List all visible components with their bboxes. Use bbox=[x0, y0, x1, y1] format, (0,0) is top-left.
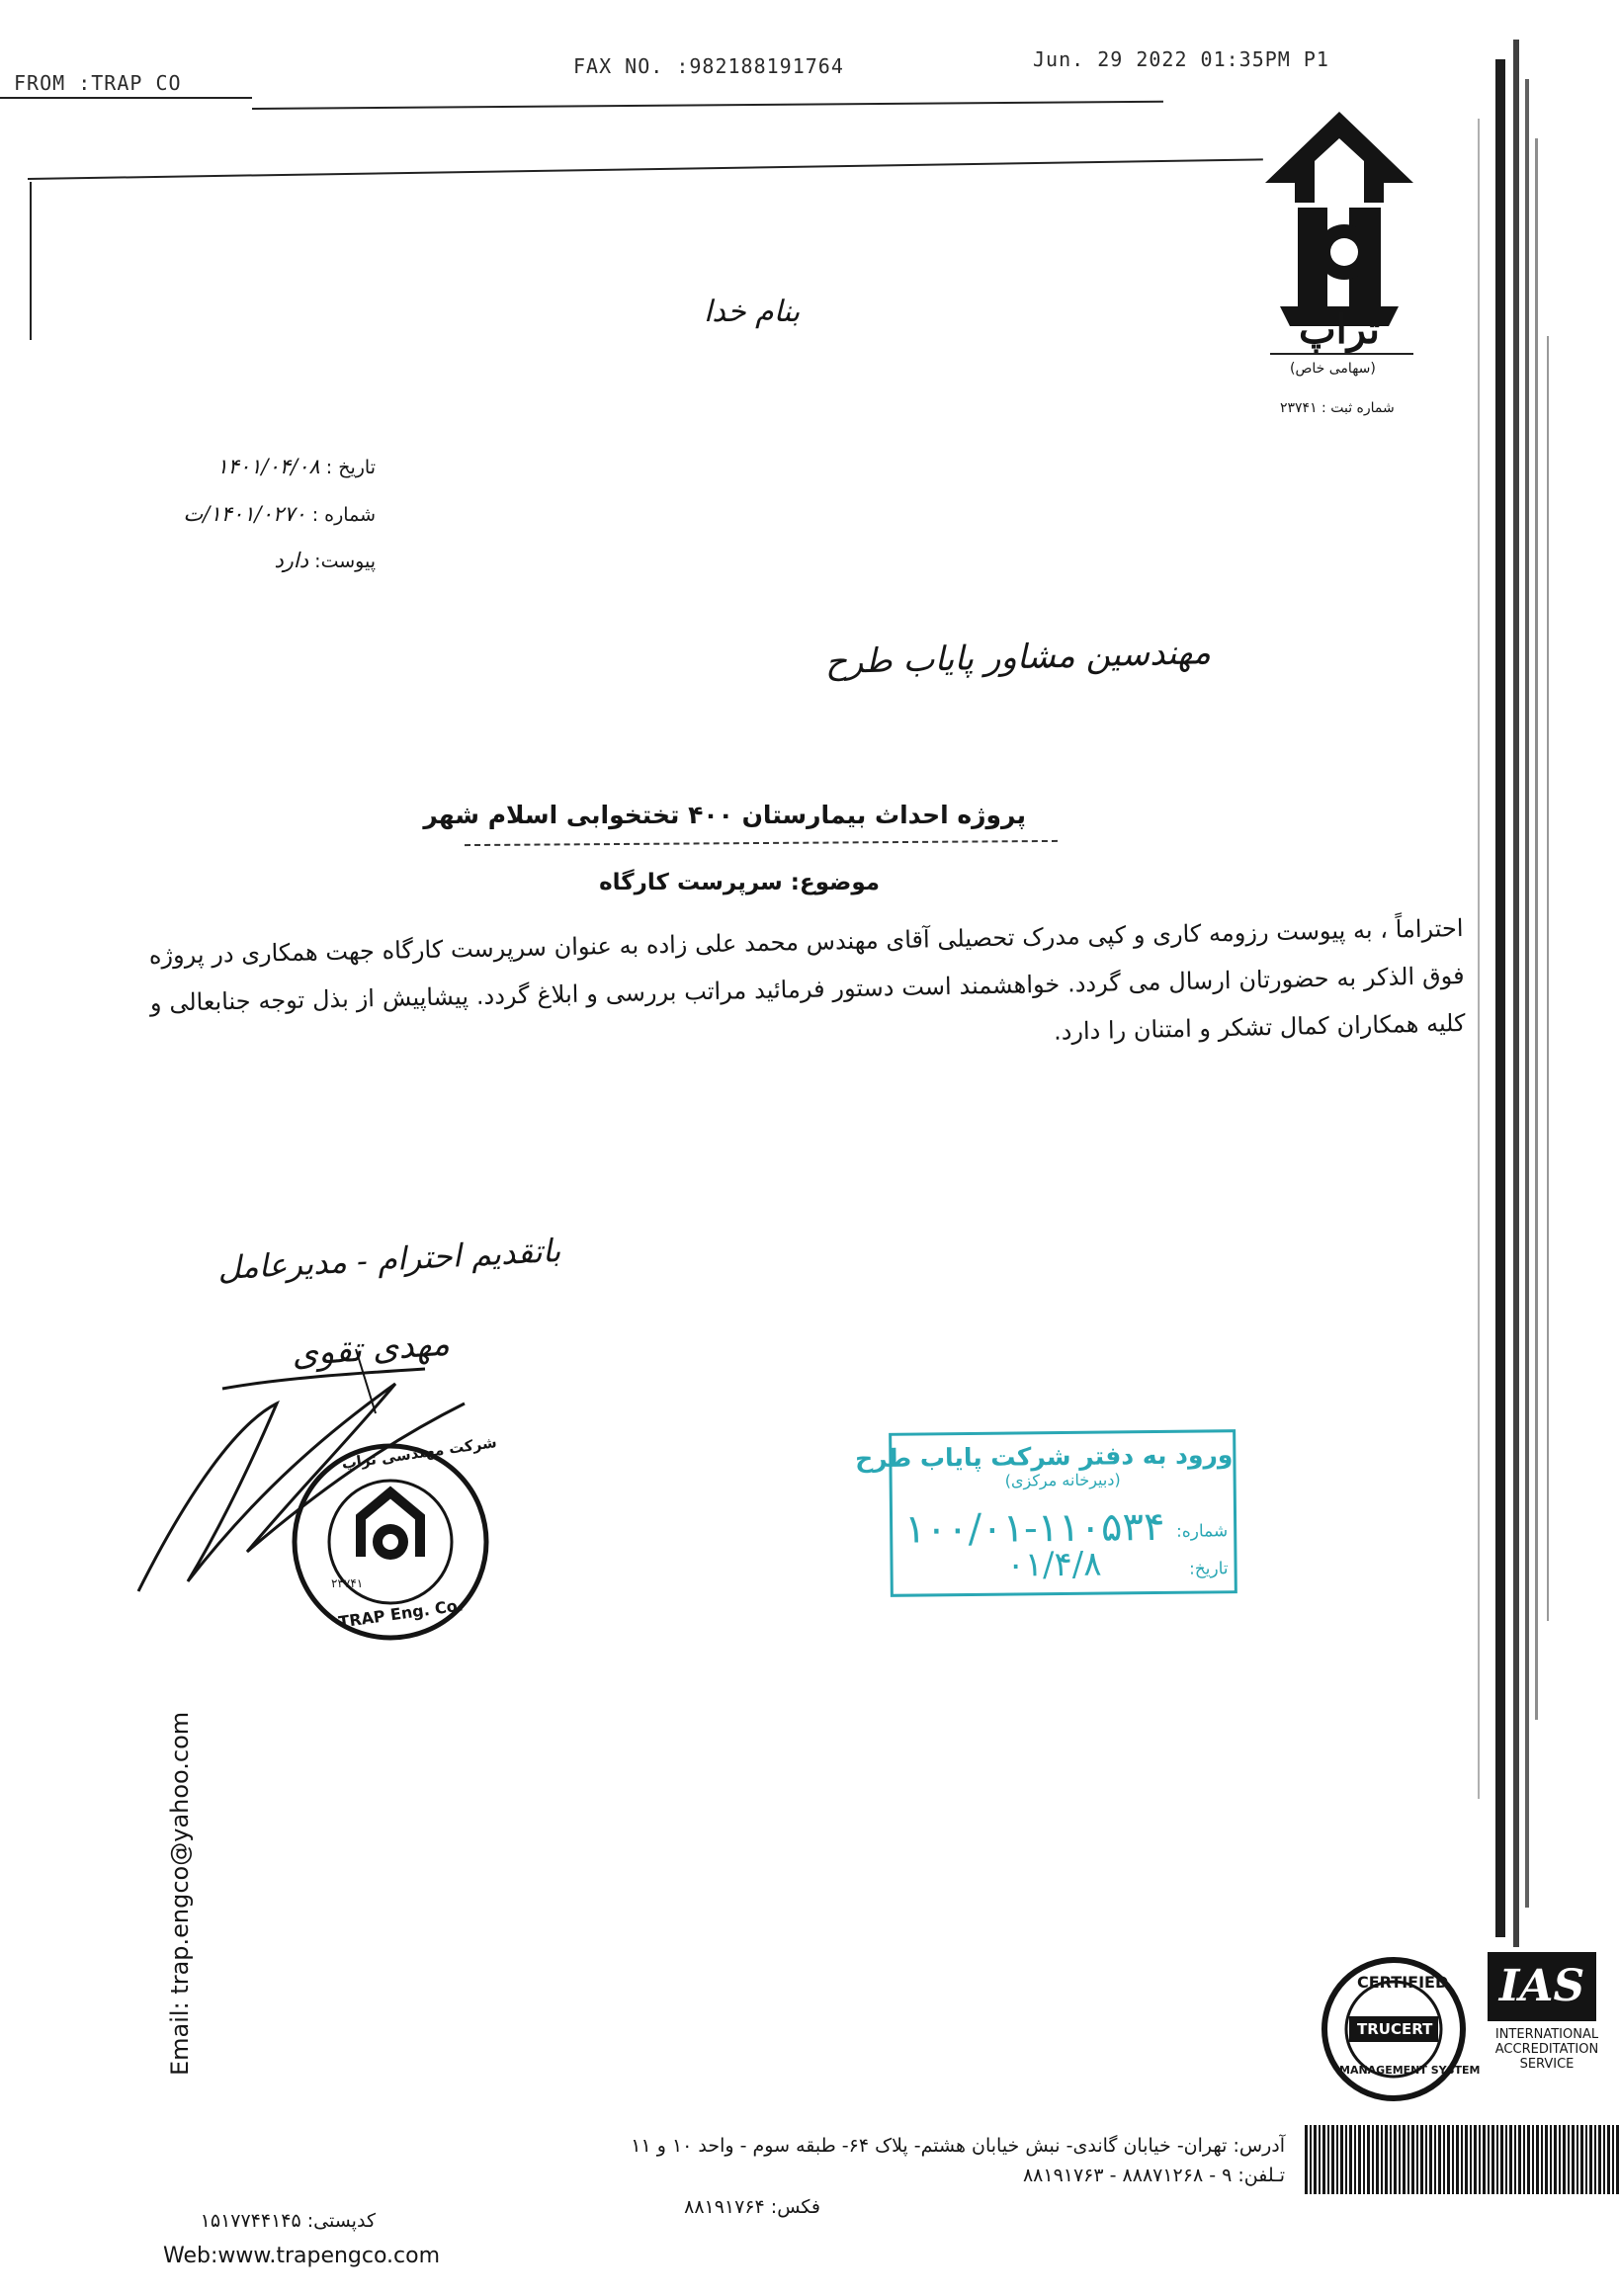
ias-line2: ACCREDITATION bbox=[1494, 2042, 1599, 2057]
seal-text-bottom: TRAP Eng. Co. bbox=[337, 1595, 465, 1632]
fax-from: FROM :TRAP CO bbox=[14, 71, 182, 95]
stamp-title: ورود به دفتر شرکت پایاب طرح bbox=[854, 1440, 1234, 1474]
basmala: بنام خدا bbox=[704, 295, 801, 329]
date-label: تاریخ : bbox=[325, 457, 376, 478]
stamp-number-label: شماره: bbox=[1175, 1521, 1229, 1542]
logo-company-name: تراپ bbox=[1299, 306, 1380, 353]
footer-barcode-bar bbox=[1305, 2125, 1619, 2194]
number-value: ۱۴۰۱/۰۲۷۰/ت bbox=[183, 502, 306, 526]
company-logo bbox=[1250, 104, 1428, 430]
footer-website: Web:www.trapengco.com bbox=[163, 2244, 441, 2268]
footer-fax: فکس: ۸۸۱۹۱۷۶۴ bbox=[684, 2196, 820, 2218]
logo-registration: شماره ثبت : ۲۳۷۴۱ bbox=[1280, 400, 1395, 416]
trap-logo-mark-icon bbox=[1250, 104, 1428, 331]
received-stamp bbox=[854, 1429, 1237, 1597]
stamp-number-value: ۱۰۰/۰۱-۱۱۰۵۳۴ bbox=[903, 1503, 1165, 1553]
logo-underline bbox=[1270, 353, 1413, 355]
attachment-row bbox=[119, 549, 376, 572]
ias-badge bbox=[1488, 1952, 1606, 2100]
certified-center-text: TRUCERT bbox=[1357, 2020, 1433, 2038]
closing: باتقدیم احترام - مدیرعامل bbox=[216, 1231, 562, 1288]
fax-number: FAX NO. :982188191764 bbox=[573, 54, 844, 78]
stamp-subtitle: (دبیرخانه مرکزی) bbox=[1004, 1470, 1121, 1490]
email-vertical: Email: trap.engco@yahoo.com bbox=[166, 1711, 194, 2076]
letter-body: احتراماً ، به پیوست رزومه کاری و کپی مدرک تحصیلی آقای مهندس محمد علی زاده به عنوان سرپرست کارگاه جهت همکاری در پروژه فوق الذکر به حضورتان ارسال می گردد. خواهشمند است دستور فرمائید مراتب بررسی و ابلاغ گردد. پیشاپیش از بذل توجه جنابعالی و کلیه همکاران کمال تشکر و امتنان را دارد. bbox=[148, 913, 1466, 1046]
certified-top-text: CERTIFIED bbox=[1357, 1973, 1449, 1992]
letter-frame-left bbox=[30, 182, 32, 340]
subject: موضوع: سرپرست کارگاه bbox=[599, 870, 880, 895]
date-value: ۱۴۰۱/۰۴/۰۸ bbox=[216, 455, 320, 478]
company-seal bbox=[287, 1433, 498, 1646]
footer-address: آدرس: تهران- خیابان گاندی- نبش خیابان هشتم- پلاک ۶۴- طبقه سوم - واحد ۱۰ و ۱۱ bbox=[631, 2135, 1285, 2157]
project-title-underline bbox=[465, 840, 1058, 846]
footer-postal: کدپستی: ۱۵۱۷۷۴۴۱۴۵ bbox=[200, 2210, 376, 2232]
attachment-label: پیوست: bbox=[314, 551, 376, 572]
seal-reg: ۲۳۷۴۱ bbox=[331, 1576, 364, 1590]
seal-text-top: شرکت مهندسی تراپ bbox=[340, 1433, 498, 1473]
logo-company-type: (سهامی خاص) bbox=[1290, 361, 1376, 377]
fax-from-underline bbox=[0, 97, 252, 99]
attachment-value: دارد bbox=[274, 549, 309, 572]
signature-name: مهدی تقوی bbox=[290, 1323, 452, 1375]
number-row bbox=[119, 502, 376, 526]
stamp-date-value: ۰۱/۴/۸ bbox=[1006, 1544, 1102, 1585]
ias-line1: INTERNATIONAL bbox=[1494, 2027, 1599, 2042]
project-title: پروژه احداث بیمارستان ۴۰۰ تختخوابی اسلام شهر bbox=[423, 801, 1026, 829]
ias-line3: SERVICE bbox=[1519, 2057, 1575, 2072]
fax-header-line bbox=[252, 101, 1163, 110]
ias-logo: IAS bbox=[1488, 1952, 1596, 2021]
certified-badge bbox=[1320, 1955, 1481, 2103]
recipient: مهندسین مشاور پایاب طرح bbox=[824, 633, 1212, 683]
stamp-date-label: تاریخ: bbox=[1188, 1559, 1229, 1579]
letter-frame-top bbox=[28, 158, 1263, 180]
fax-datetime: Jun. 29 2022 01:35PM P1 bbox=[1033, 47, 1329, 71]
scan-edge-artifact bbox=[1438, 40, 1619, 1957]
certified-bottom-text: MANAGEMENT SYSTEM bbox=[1339, 2064, 1481, 2077]
footer-phone: تـلفن: ۹ - ۸۸۸۷۱۲۶۸ - ۸۸۱۹۱۷۶۳ bbox=[1022, 2165, 1285, 2186]
number-label: شماره : bbox=[311, 504, 376, 526]
date-row bbox=[119, 455, 376, 478]
